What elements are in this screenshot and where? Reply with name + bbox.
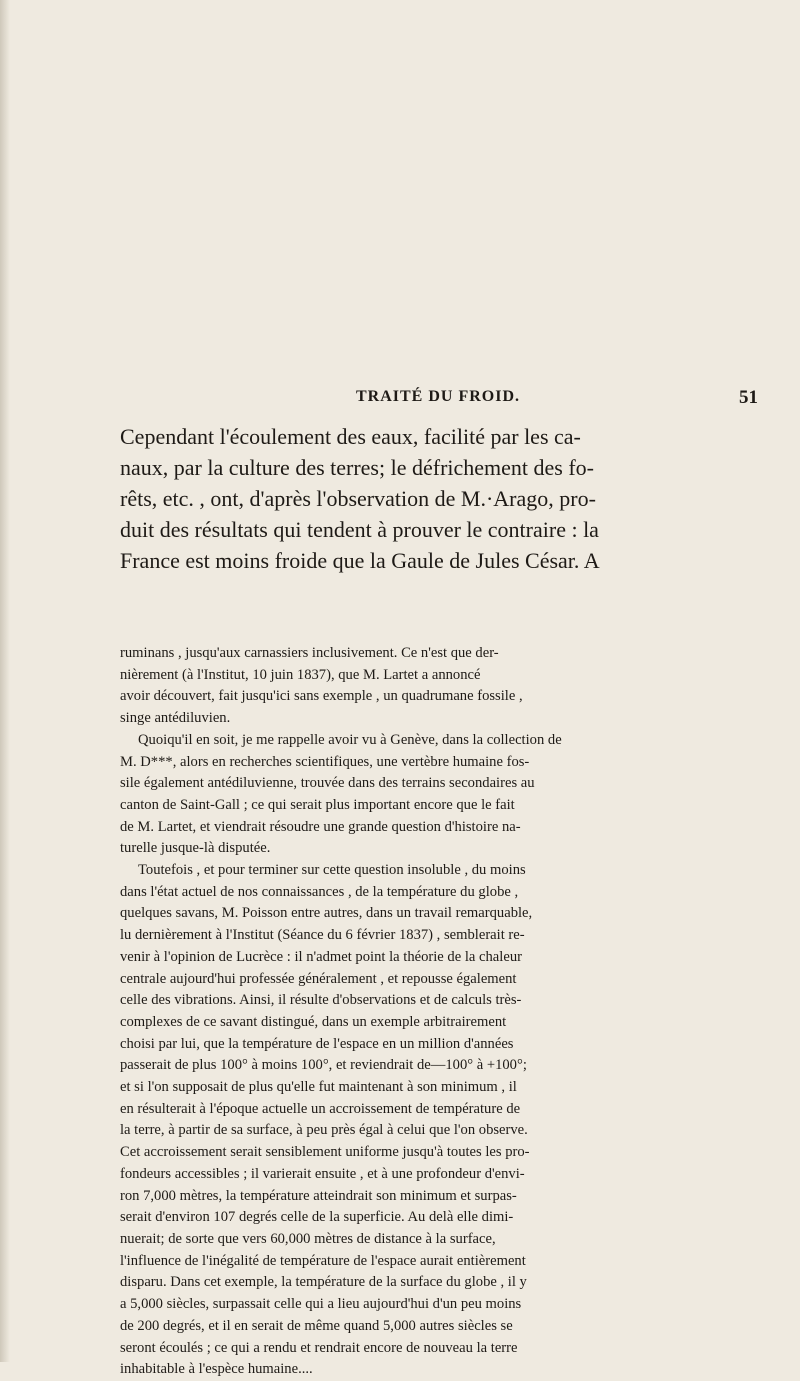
text-line: Cependant l'écoulement des eaux, facilité par les ca- <box>120 424 581 449</box>
text-line: rêts, etc. , ont, d'après l'observation de M.·Arago, pro- <box>120 486 596 511</box>
running-header <box>118 388 758 412</box>
footnote-line: choisi par lui, que la température de l'espace en un million d'années <box>120 1035 514 1052</box>
text-line: duit des résultats qui tendent à prouver le contraire : la <box>120 517 599 542</box>
footnote-line: a 5,000 siècles, surpassait celle qui a lieu aujourd'hui d'un peu moins <box>120 1296 522 1313</box>
footnote-line: fondeurs accessibles ; il varierait ensuite , et à une profondeur d'envi- <box>120 1165 525 1182</box>
main-paragraph <box>120 421 760 576</box>
footnote-line: inhabitable à l'espèce humaine.... <box>120 1361 313 1378</box>
footnote-line: l'influence de l'inégalité de température de l'espace aurait entièrement <box>120 1252 526 1269</box>
footnote <box>120 643 760 1381</box>
footnote-line: ruminans , jusqu'aux carnassiers inclusivement. Ce n'est que der- <box>120 645 499 661</box>
footnote-line: singe antédiluvien. <box>120 710 231 727</box>
footnote-line: Toutefois , et pour terminer sur cette question insoluble , du moins <box>138 862 526 879</box>
footnote-line: quelques savans, M. Poisson entre autres, dans un travail remarquable, <box>120 905 533 922</box>
footnote-line: turelle jusque-là disputée. <box>120 840 271 857</box>
footnote-line: nuerait; de sorte que vers 60,000 mètres de distance à la surface, <box>120 1230 496 1247</box>
footnote-line: et si l'on supposait de plus qu'elle fut maintenant à son minimum , il <box>120 1079 517 1096</box>
footnote-line: de 200 degrés, et il en serait de même quand 5,000 autres siècles se <box>120 1317 513 1334</box>
page-edge <box>0 0 10 1362</box>
footnote-line: dans l'état actuel de nos connaissances , de la température du globe , <box>120 883 519 900</box>
footnote-line: passerait de plus 100° à moins 100°, et reviendrait de—100° à +100°; <box>120 1057 527 1074</box>
footnote-line: de M. Lartet, et viendrait résoudre une grande question d'histoire na- <box>120 818 521 835</box>
footnote-line: lu dernièrement à l'Institut (Séance du 6 février 1837) , semblerait re- <box>120 927 525 944</box>
footnote-line: sile également antédiluvienne, trouvée dans des terrains secondaires au <box>120 775 535 792</box>
footnote-line: seront écoulés ; ce qui a rendu et rendrait encore de nouveau la terre <box>120 1339 518 1356</box>
footnote-line: complexes de ce savant distingué, dans un exemple arbitrairement <box>120 1013 507 1030</box>
footnote-line: canton de Saint-Gall ; ce qui serait plus important encore que le fait <box>120 796 515 813</box>
text-line: France est moins froide que la Gaule de Jules César. A <box>120 548 600 573</box>
footnote-line: avoir découvert, fait jusqu'ici sans exemple , un quadrumane fossile , <box>120 688 523 705</box>
text-line: naux, par la culture des terres; le défrichement des fo- <box>120 455 595 480</box>
footnote-line: venir à l'opinion de Lucrèce : il n'admet point la théorie de la chaleur <box>120 948 522 965</box>
footnote-line: la terre, à partir de sa surface, à peu près égal à celui que l'on observe. <box>120 1122 528 1139</box>
running-title: TRAITÉ DU FROID. <box>355 388 520 405</box>
footnote-line: serait d'environ 107 degrés celle de la superficie. Au delà elle dimi- <box>120 1209 514 1226</box>
footnote-line: ron 7,000 mètres, la température atteindrait son minimum et surpas- <box>120 1187 517 1204</box>
footnote-line: celle des vibrations. Ainsi, il résulte d'observations et de calculs très- <box>120 992 522 1009</box>
footnote-line: M. D***, alors en recherches scientifiques, une vertèbre humaine fos- <box>120 753 530 770</box>
footnote-line: Quoiqu'il en soit, je me rappelle avoir vu à Genève, dans la collection de <box>138 731 562 748</box>
footnote-line: en résulterait à l'époque actuelle un accroissement de température de <box>120 1100 521 1117</box>
footnote-line: Cet accroissement serait sensiblement uniforme jusqu'à toutes les pro- <box>120 1144 530 1161</box>
footnote-line: disparu. Dans cet exemple, la température de la surface du globe , il y <box>120 1274 527 1291</box>
footnote-line: centrale aujourd'hui professée généralement , et repousse également <box>120 970 517 987</box>
footnote-line: nièrement (à l'Institut, 10 juin 1837), que M. Lartet a annoncé <box>120 666 481 683</box>
page-number: 51 <box>739 387 758 408</box>
